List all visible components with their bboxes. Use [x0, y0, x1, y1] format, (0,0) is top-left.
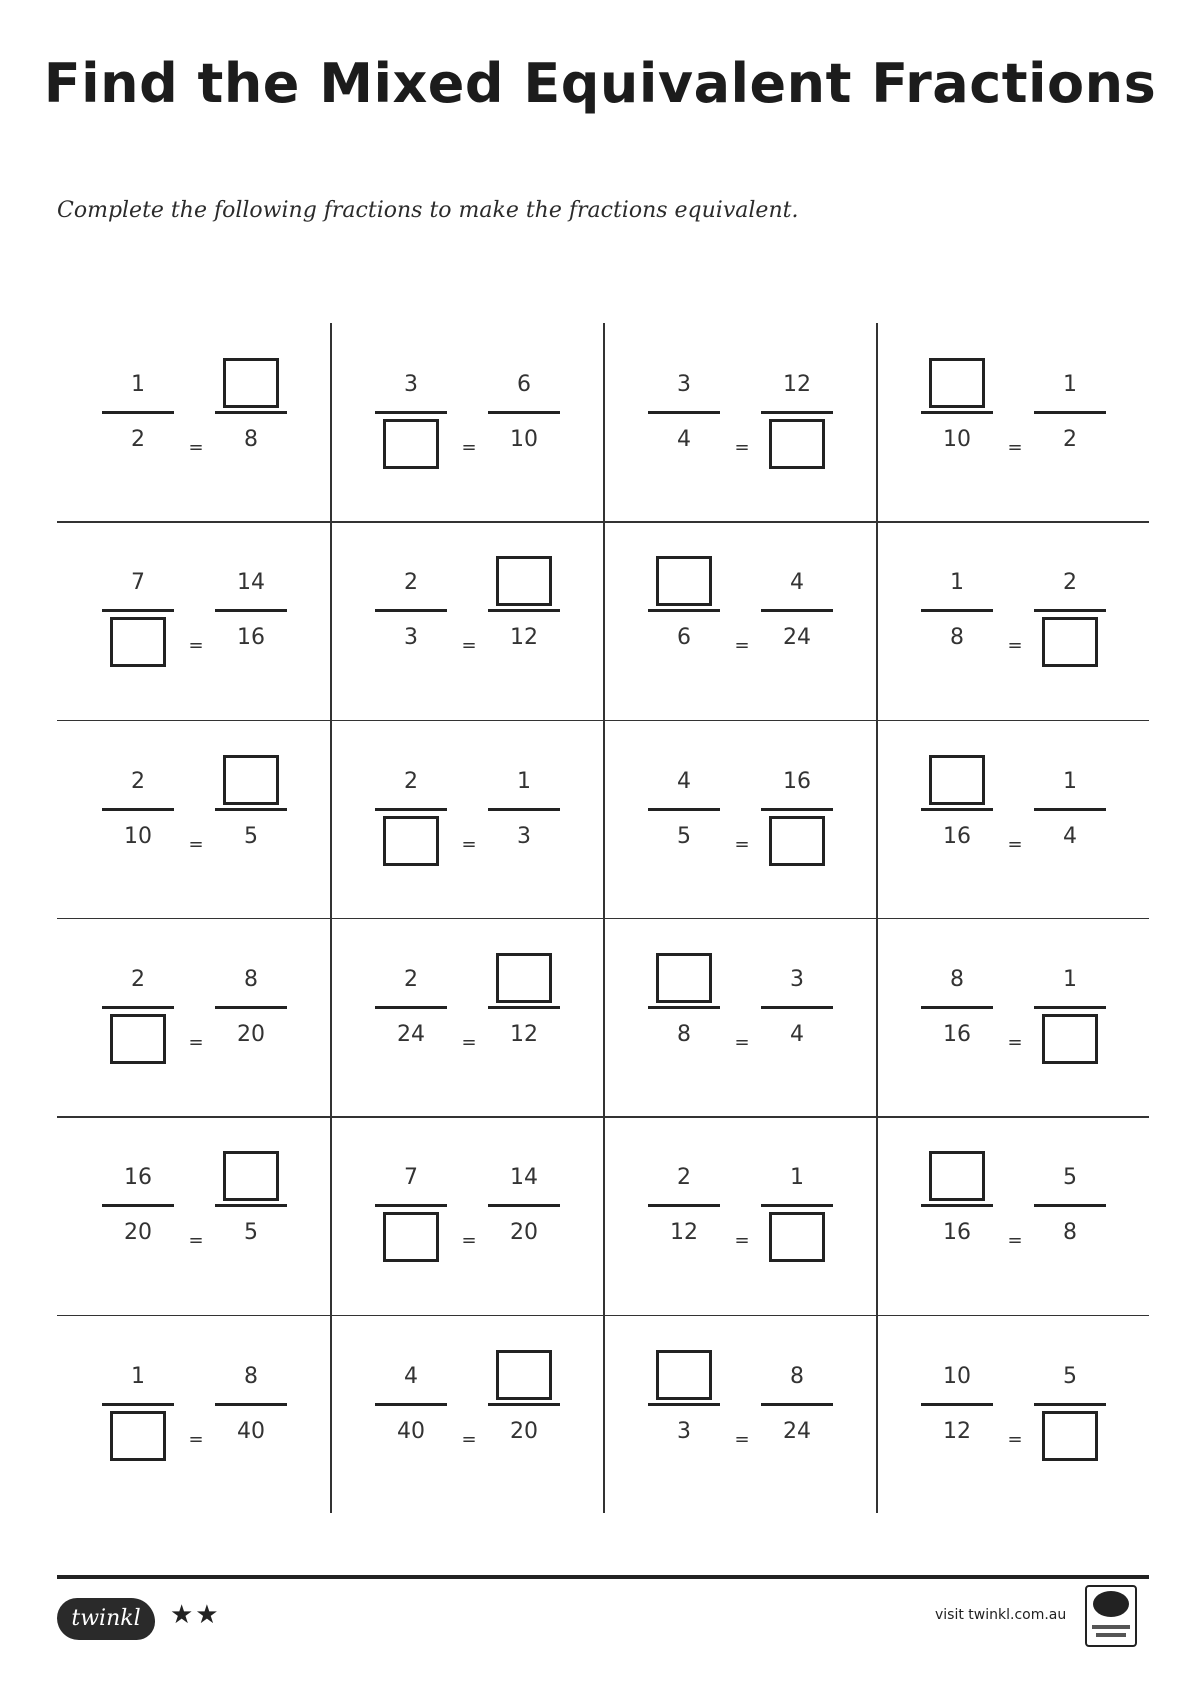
fraction-bar	[648, 609, 720, 612]
answer-box-numerator[interactable]	[223, 755, 279, 805]
fraction-bar	[102, 411, 174, 414]
fraction-left	[921, 351, 993, 471]
equals-sign: =	[188, 437, 204, 458]
equals-sign: =	[734, 1230, 750, 1252]
answer-box-numerator[interactable]	[656, 1350, 712, 1400]
numerator: 2	[677, 1165, 691, 1191]
equals-sign: =	[1007, 833, 1023, 855]
denominator: 5	[677, 823, 691, 849]
numerator: 14	[510, 1165, 538, 1191]
denominator: 24	[783, 625, 811, 651]
fraction-right	[488, 549, 560, 669]
fraction-left	[102, 1343, 174, 1463]
denominator: 2	[1063, 427, 1077, 452]
problem-cell	[876, 1116, 1149, 1314]
numerator: 3	[404, 372, 418, 397]
fraction-bar	[488, 1204, 560, 1207]
numerator: 2	[131, 966, 145, 992]
fraction-left	[648, 1343, 720, 1463]
equals-sign: =	[461, 437, 477, 458]
fraction-left	[648, 748, 720, 868]
denominator: 5	[244, 1220, 258, 1246]
denominator: 16	[943, 1220, 971, 1246]
fraction-left	[921, 1343, 993, 1463]
problem-cell	[603, 918, 876, 1116]
numerator: 1	[790, 1165, 804, 1191]
numerator: 2	[1063, 570, 1077, 596]
fraction-bar	[761, 1006, 833, 1009]
numerator: 8	[790, 1363, 804, 1389]
equals-sign: =	[188, 1230, 204, 1252]
numerator: 2	[404, 966, 418, 992]
equals-sign: =	[1007, 1428, 1023, 1450]
fraction-right	[1034, 351, 1106, 471]
denominator: 3	[517, 823, 531, 849]
numerator: 1	[1063, 768, 1077, 794]
problem-cell	[330, 1315, 603, 1513]
fraction-bar	[761, 609, 833, 612]
answer-box-denominator[interactable]	[1042, 1411, 1098, 1461]
numerator: 1	[1063, 966, 1077, 992]
numerator: 2	[404, 570, 418, 596]
answer-box-denominator[interactable]	[769, 1212, 825, 1262]
equals-sign: =	[734, 1428, 750, 1450]
numerator: 3	[790, 966, 804, 992]
fraction-bar	[102, 1204, 174, 1207]
fraction-bar	[1034, 609, 1106, 612]
fraction-bar	[215, 1403, 287, 1406]
numerator: 6	[517, 372, 531, 397]
fraction-right	[1034, 1144, 1106, 1264]
equals-sign: =	[188, 1428, 204, 1450]
fraction-right	[761, 351, 833, 471]
denominator: 10	[510, 427, 538, 452]
equals-sign: =	[1007, 437, 1023, 458]
fraction-bar	[921, 609, 993, 612]
problem-cell	[603, 1315, 876, 1513]
numerator: 10	[943, 1363, 971, 1389]
problem-cell	[876, 720, 1149, 918]
fraction-bar	[375, 1006, 447, 1009]
problem-cell	[876, 1315, 1149, 1513]
answer-box-denominator[interactable]	[383, 1212, 439, 1262]
fraction-bar	[921, 1006, 993, 1009]
fraction-bar	[761, 411, 833, 414]
answer-box-numerator[interactable]	[929, 358, 985, 408]
fraction-right	[215, 1343, 287, 1463]
fraction-bar	[488, 808, 560, 811]
equals-sign: =	[1007, 1230, 1023, 1252]
fraction-right	[215, 549, 287, 669]
fraction-left	[375, 351, 447, 471]
page-title: Find the Mixed Equivalent Fractions	[43, 52, 1157, 115]
problem-cell	[876, 323, 1149, 521]
fraction-bar	[1034, 1006, 1106, 1009]
denominator: 20	[237, 1021, 265, 1047]
fraction-bar	[921, 411, 993, 414]
fraction-bar	[921, 808, 993, 811]
fraction-right	[1034, 1343, 1106, 1463]
equals-sign: =	[461, 1031, 477, 1053]
numerator: 12	[783, 372, 811, 397]
problem-cell	[57, 1315, 330, 1513]
fraction-bar	[921, 1204, 993, 1207]
problem-cell	[330, 918, 603, 1116]
fraction-bar	[488, 411, 560, 414]
denominator: 4	[677, 427, 691, 452]
denominator: 8	[1063, 1220, 1077, 1246]
numerator: 1	[131, 372, 145, 397]
problem-cell	[57, 720, 330, 918]
fraction-right	[215, 748, 287, 868]
equals-sign: =	[1007, 635, 1023, 657]
equals-sign: =	[461, 1230, 477, 1252]
fraction-right	[761, 549, 833, 669]
fraction-bar	[1034, 1403, 1106, 1406]
fraction-right	[488, 351, 560, 471]
numerator: 14	[237, 570, 265, 596]
numerator: 4	[404, 1363, 418, 1389]
fraction-bar	[1034, 808, 1106, 811]
problem-cell	[603, 1116, 876, 1314]
fraction-right	[761, 748, 833, 868]
fraction-left	[375, 748, 447, 868]
problem-cell	[876, 521, 1149, 719]
visit-website-text: visit twinkl.com.au	[935, 1607, 1067, 1623]
fraction-left	[648, 946, 720, 1066]
denominator: 16	[237, 625, 265, 651]
numerator: 8	[950, 966, 964, 992]
instruction-text: Complete the following fractions to make the fractions equivalent.	[57, 198, 799, 223]
equals-sign: =	[734, 437, 750, 458]
fraction-bar	[215, 808, 287, 811]
problem-cell	[57, 1116, 330, 1314]
twinkl-logo: twinkl	[57, 1598, 155, 1640]
equals-sign: =	[734, 635, 750, 657]
fraction-left	[921, 946, 993, 1066]
fraction-bar	[215, 1006, 287, 1009]
fraction-bar	[375, 808, 447, 811]
equals-sign: =	[734, 1031, 750, 1053]
numerator: 7	[131, 570, 145, 596]
fraction-right	[761, 1144, 833, 1264]
problem-cell	[57, 323, 330, 521]
fraction-left	[375, 1343, 447, 1463]
answer-box-denominator[interactable]	[383, 816, 439, 866]
problem-cell	[330, 323, 603, 521]
problem-cell	[57, 521, 330, 719]
fraction-bar	[648, 1006, 720, 1009]
denominator: 3	[677, 1418, 691, 1444]
fraction-bar	[1034, 1204, 1106, 1207]
fraction-right	[488, 1144, 560, 1264]
denominator: 24	[397, 1021, 425, 1047]
fraction-bar	[921, 1403, 993, 1406]
problem-cell	[330, 1116, 603, 1314]
denominator: 5	[244, 823, 258, 849]
answer-box-denominator[interactable]	[383, 419, 439, 469]
fraction-bar	[215, 609, 287, 612]
numerator: 1	[950, 570, 964, 596]
answer-box-numerator[interactable]	[929, 1151, 985, 1201]
answer-box-numerator[interactable]	[656, 953, 712, 1003]
denominator: 16	[943, 823, 971, 849]
fraction-bar	[488, 1403, 560, 1406]
fraction-right	[1034, 549, 1106, 669]
numerator: 2	[404, 768, 418, 794]
denominator: 24	[783, 1418, 811, 1444]
answer-box-denominator[interactable]	[110, 617, 166, 667]
fraction-bar	[102, 808, 174, 811]
denominator: 8	[950, 625, 964, 651]
numerator: 1	[131, 1363, 145, 1389]
fraction-left	[375, 946, 447, 1066]
fraction-left	[102, 351, 174, 471]
fraction-bar	[488, 1006, 560, 1009]
answer-box-numerator[interactable]	[496, 953, 552, 1003]
numerator: 3	[677, 372, 691, 397]
fraction-left	[648, 549, 720, 669]
equals-sign: =	[734, 833, 750, 855]
equals-sign: =	[188, 1031, 204, 1053]
fraction-left	[648, 351, 720, 471]
numerator: 5	[1063, 1363, 1077, 1389]
equals-sign: =	[461, 833, 477, 855]
fraction-left	[921, 549, 993, 669]
fraction-right	[215, 351, 287, 471]
answer-box-numerator[interactable]	[223, 358, 279, 408]
fraction-left	[921, 748, 993, 868]
denominator: 40	[237, 1418, 265, 1444]
denominator: 12	[670, 1220, 698, 1246]
problem-cell	[876, 918, 1149, 1116]
fractions-grid	[57, 323, 1149, 1513]
fraction-bar	[648, 808, 720, 811]
fraction-left	[921, 1144, 993, 1264]
answer-box-numerator[interactable]	[656, 556, 712, 606]
numerator: 1	[517, 768, 531, 794]
fraction-right	[1034, 748, 1106, 868]
denominator: 8	[244, 427, 258, 452]
fraction-right	[215, 946, 287, 1066]
numerator: 7	[404, 1165, 418, 1191]
answer-box-denominator[interactable]	[769, 816, 825, 866]
answer-box-numerator[interactable]	[496, 1350, 552, 1400]
fraction-right	[1034, 946, 1106, 1066]
fraction-left	[102, 748, 174, 868]
fraction-right	[488, 748, 560, 868]
fraction-left	[375, 1144, 447, 1264]
answer-box-numerator[interactable]	[496, 556, 552, 606]
denominator: 40	[397, 1418, 425, 1444]
fraction-bar	[215, 1204, 287, 1207]
numerator: 4	[677, 768, 691, 794]
denominator: 12	[943, 1418, 971, 1444]
problem-cell	[603, 323, 876, 521]
numerator: 2	[131, 768, 145, 794]
denominator: 20	[124, 1220, 152, 1246]
fraction-bar	[648, 1403, 720, 1406]
fraction-bar	[375, 609, 447, 612]
fraction-left	[375, 549, 447, 669]
answer-box-numerator[interactable]	[223, 1151, 279, 1201]
fraction-bar	[375, 1204, 447, 1207]
denominator: 12	[510, 1021, 538, 1047]
answer-box-denominator[interactable]	[110, 1014, 166, 1064]
denominator: 4	[1063, 823, 1077, 849]
answer-box-denominator[interactable]	[1042, 617, 1098, 667]
answer-box-denominator[interactable]	[769, 419, 825, 469]
equals-sign: =	[188, 635, 204, 657]
fraction-right	[488, 946, 560, 1066]
numerator: 16	[124, 1165, 152, 1191]
fraction-bar	[215, 411, 287, 414]
equals-sign: =	[1007, 1031, 1023, 1053]
fraction-right	[488, 1343, 560, 1463]
fraction-bar	[761, 808, 833, 811]
fraction-right	[215, 1144, 287, 1264]
denominator: 4	[790, 1021, 804, 1047]
fraction-right	[761, 1343, 833, 1463]
equals-sign: =	[461, 635, 477, 657]
denominator: 12	[510, 625, 538, 651]
answer-box-denominator[interactable]	[110, 1411, 166, 1461]
numerator: 4	[790, 570, 804, 596]
denominator: 16	[943, 1021, 971, 1047]
answer-box-numerator[interactable]	[929, 755, 985, 805]
fraction-bar	[375, 1403, 447, 1406]
fraction-left	[102, 1144, 174, 1264]
fraction-bar	[648, 1204, 720, 1207]
numerator: 8	[244, 1363, 258, 1389]
fraction-bar	[761, 1403, 833, 1406]
problem-cell	[330, 720, 603, 918]
fraction-bar	[102, 609, 174, 612]
fraction-bar	[375, 411, 447, 414]
fraction-left	[102, 946, 174, 1066]
fraction-bar	[761, 1204, 833, 1207]
footer-divider	[57, 1575, 1149, 1579]
problem-cell	[57, 918, 330, 1116]
answer-box-denominator[interactable]	[1042, 1014, 1098, 1064]
fraction-bar	[102, 1403, 174, 1406]
problem-cell	[603, 720, 876, 918]
difficulty-stars: ★★	[170, 1600, 221, 1630]
fraction-bar	[1034, 411, 1106, 414]
equals-sign: =	[461, 1428, 477, 1450]
denominator: 10	[943, 427, 971, 452]
denominator: 10	[124, 823, 152, 849]
denominator: 20	[510, 1220, 538, 1246]
denominator: 20	[510, 1418, 538, 1444]
denominator: 8	[677, 1021, 691, 1047]
fraction-left	[648, 1144, 720, 1264]
numerator: 16	[783, 768, 811, 794]
fraction-bar	[488, 609, 560, 612]
denominator: 3	[404, 625, 418, 651]
numerator: 5	[1063, 1165, 1077, 1191]
equals-sign: =	[188, 833, 204, 855]
numerator: 1	[1063, 372, 1077, 397]
fraction-bar	[648, 411, 720, 414]
numerator: 8	[244, 966, 258, 992]
problem-cell	[603, 521, 876, 719]
denominator: 6	[677, 625, 691, 651]
denominator: 2	[131, 427, 145, 452]
fraction-bar	[102, 1006, 174, 1009]
fraction-right	[761, 946, 833, 1066]
fraction-left	[102, 549, 174, 669]
problem-cell	[330, 521, 603, 719]
quality-standard-badge-icon	[1085, 1585, 1137, 1647]
